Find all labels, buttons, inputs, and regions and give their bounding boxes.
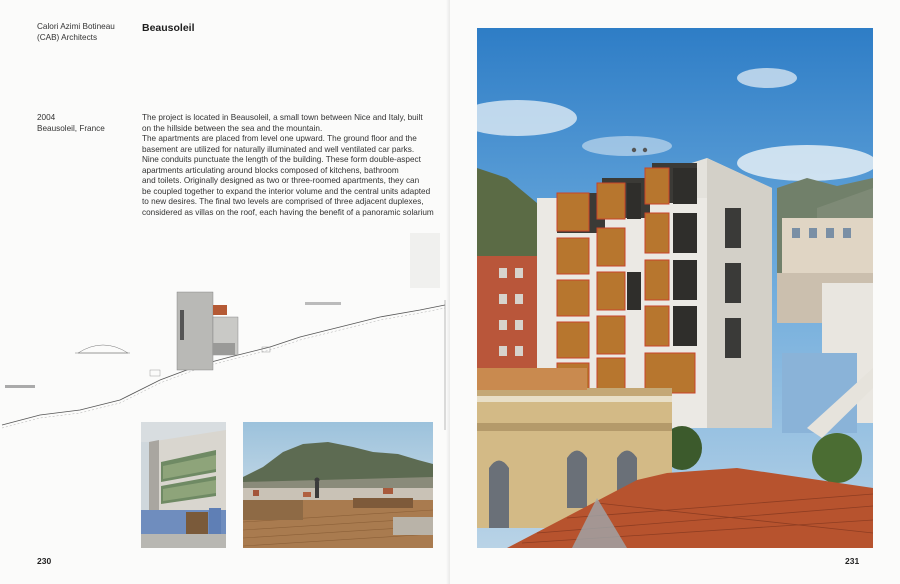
- project-description: [142, 113, 442, 218]
- building-main-photo: [477, 28, 873, 548]
- project-meta: [37, 113, 105, 134]
- project-year: 2004: [37, 113, 56, 122]
- small-structure: [150, 370, 160, 376]
- project-title: Beausoleil: [142, 22, 195, 34]
- building-base: [213, 343, 235, 355]
- drawing-shadow: [410, 233, 440, 288]
- description-line: to new desires. The final two levels are comprised of three adjacent duplexes,: [142, 197, 424, 206]
- description-line: Nine conduits punctuate the length of the building. These form double-aspect: [142, 155, 421, 164]
- building-roof-detail: [213, 305, 227, 315]
- description-line: and toilets. Originally designed as two or three-roomed apartments, they can: [142, 176, 420, 185]
- description-line: The apartments are placed from level one upward. The ground floor and the: [142, 134, 417, 143]
- description-line: be coupled together to expand the interior volume and the central units adapted: [142, 186, 431, 196]
- description-line: basement are utilized for naturally illuminated and well ventilated car parks.: [142, 144, 415, 154]
- architect-line-2: (CAB) Architects: [37, 32, 98, 42]
- neighbour-dome: [78, 345, 128, 353]
- description-line: apartments articulating around blocks composed of kitchens, bathroom: [142, 165, 399, 175]
- project-location: Beausoleil, France: [37, 123, 105, 133]
- architect-line-1: Calori Azimi Botineau: [37, 22, 115, 31]
- building-window-column: [180, 310, 184, 340]
- distant-building: [305, 302, 341, 305]
- page-number-left: 230: [37, 556, 52, 566]
- facade-detail-photo: [141, 422, 226, 548]
- description-line: The project is located in Beausoleil, a small town between Nice and Italy, built: [142, 113, 423, 122]
- roof-terrace-photo: [243, 422, 433, 548]
- page-number-right: 231: [845, 556, 860, 566]
- description-line: on the hillside between the sea and the mountain.: [142, 123, 323, 133]
- site-section-drawing: [0, 225, 450, 435]
- description-line: considered as villas on the roof, each having the benefit of a panoramic solarium: [142, 207, 434, 217]
- right-page: [450, 0, 900, 584]
- architect-name: [37, 22, 115, 43]
- left-edge-structure: [5, 385, 35, 388]
